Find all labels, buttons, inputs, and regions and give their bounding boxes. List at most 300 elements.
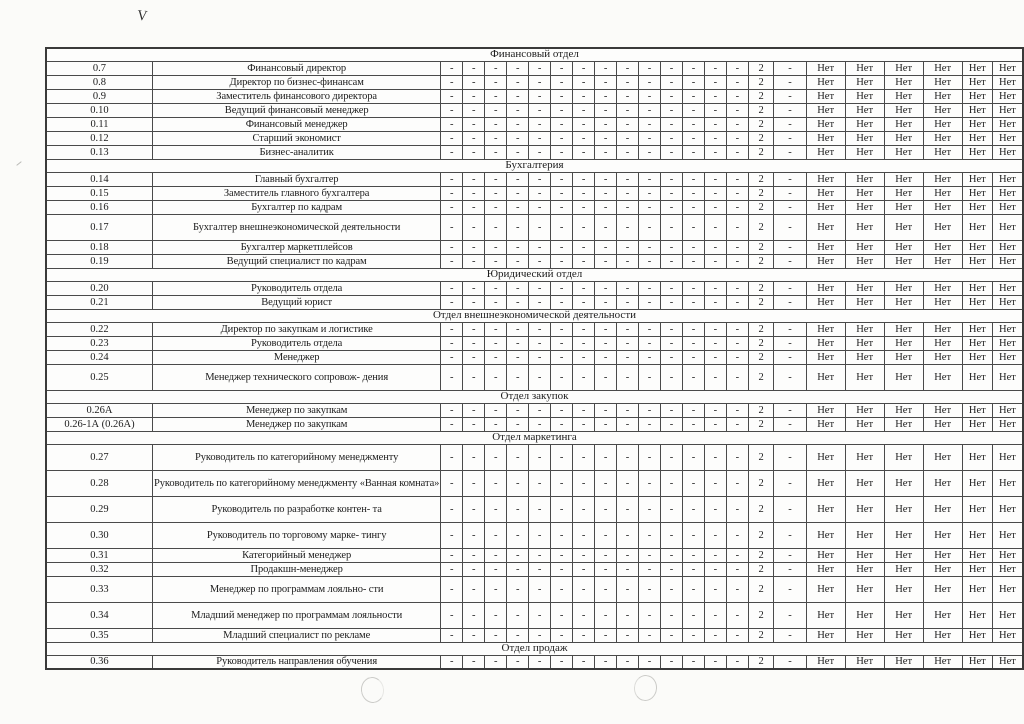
value-cell: - xyxy=(507,322,529,336)
value-cell: - xyxy=(704,131,726,145)
value-cell: Нет xyxy=(845,602,884,628)
value-cell: - xyxy=(774,496,806,522)
value-cell: - xyxy=(639,117,661,131)
value-cell: Нет xyxy=(884,103,923,117)
value-cell: - xyxy=(573,444,595,470)
value-cell: - xyxy=(774,214,806,240)
value-cell: Нет xyxy=(962,522,992,548)
value-cell: Нет xyxy=(806,295,845,309)
value-cell: Нет xyxy=(884,522,923,548)
value-cell: Нет xyxy=(845,576,884,602)
value-cell: - xyxy=(441,322,463,336)
value-cell: - xyxy=(726,117,748,131)
value-cell: - xyxy=(463,364,485,390)
value-cell: - xyxy=(774,200,806,214)
value-cell: Нет xyxy=(962,295,992,309)
section-title: Отдел маркетинга xyxy=(46,431,1023,444)
position-code-cell: 0.26А xyxy=(46,403,152,417)
value-cell: Нет xyxy=(992,117,1023,131)
value-cell: - xyxy=(551,89,573,103)
value-cell: - xyxy=(573,548,595,562)
value-cell: - xyxy=(573,417,595,431)
value-cell: - xyxy=(485,117,507,131)
value-cell: - xyxy=(682,117,704,131)
value-cell: - xyxy=(573,295,595,309)
value-cell: - xyxy=(682,470,704,496)
value-cell: - xyxy=(595,628,617,642)
scan-artifact-circle xyxy=(633,674,659,702)
value-cell: - xyxy=(573,364,595,390)
value-cell: Нет xyxy=(806,403,845,417)
value-cell: Нет xyxy=(962,444,992,470)
position-title-cell: Категорийный менеджер xyxy=(152,548,440,562)
value-cell: - xyxy=(704,655,726,669)
value-cell: Нет xyxy=(806,172,845,186)
value-cell: - xyxy=(463,496,485,522)
value-cell: - xyxy=(682,103,704,117)
value-cell: Нет xyxy=(845,240,884,254)
value-cell: - xyxy=(485,602,507,628)
value-cell: - xyxy=(704,444,726,470)
position-code-cell: 0.8 xyxy=(46,75,152,89)
value-cell: Нет xyxy=(884,254,923,268)
value-cell: - xyxy=(573,75,595,89)
value-cell: - xyxy=(507,89,529,103)
value-cell: - xyxy=(660,254,682,268)
value-cell: - xyxy=(660,145,682,159)
value-cell: - xyxy=(529,548,551,562)
value-cell: - xyxy=(774,322,806,336)
value-cell: - xyxy=(463,89,485,103)
value-cell: - xyxy=(726,240,748,254)
value-cell: - xyxy=(463,295,485,309)
value-cell: - xyxy=(774,444,806,470)
value-cell: - xyxy=(529,628,551,642)
value-cell: Нет xyxy=(884,214,923,240)
value-cell: Нет xyxy=(962,89,992,103)
value-cell: 2 xyxy=(748,61,774,75)
position-code-cell: 0.13 xyxy=(46,145,152,159)
value-cell: - xyxy=(485,444,507,470)
value-cell: Нет xyxy=(992,172,1023,186)
value-cell: - xyxy=(595,562,617,576)
value-cell: Нет xyxy=(884,562,923,576)
table-row xyxy=(46,172,1023,186)
value-cell: - xyxy=(704,295,726,309)
value-cell: - xyxy=(485,655,507,669)
value-cell: - xyxy=(617,295,639,309)
value-cell: - xyxy=(682,364,704,390)
value-cell: Нет xyxy=(992,522,1023,548)
value-cell: - xyxy=(617,145,639,159)
value-cell: - xyxy=(704,117,726,131)
value-cell: 2 xyxy=(748,103,774,117)
value-cell: - xyxy=(463,576,485,602)
value-cell: Нет xyxy=(992,186,1023,200)
value-cell: - xyxy=(463,655,485,669)
value-cell: 2 xyxy=(748,240,774,254)
table-row xyxy=(46,200,1023,214)
value-cell: Нет xyxy=(845,496,884,522)
section-header-row xyxy=(46,431,1023,444)
value-cell: - xyxy=(704,254,726,268)
value-cell: 2 xyxy=(748,496,774,522)
value-cell: - xyxy=(463,172,485,186)
value-cell: - xyxy=(573,655,595,669)
value-cell: - xyxy=(682,322,704,336)
value-cell: Нет xyxy=(992,61,1023,75)
value-cell: - xyxy=(639,562,661,576)
value-cell: Нет xyxy=(962,496,992,522)
value-cell: - xyxy=(682,75,704,89)
value-cell: - xyxy=(595,281,617,295)
position-title-cell: Менеджер по закупкам xyxy=(152,403,440,417)
value-cell: Нет xyxy=(884,602,923,628)
value-cell: Нет xyxy=(962,200,992,214)
value-cell: - xyxy=(551,240,573,254)
value-cell: - xyxy=(529,470,551,496)
value-cell: - xyxy=(573,89,595,103)
value-cell: - xyxy=(639,89,661,103)
value-cell: - xyxy=(485,548,507,562)
value-cell: 2 xyxy=(748,200,774,214)
value-cell: - xyxy=(573,522,595,548)
value-cell: Нет xyxy=(884,403,923,417)
value-cell: - xyxy=(774,172,806,186)
value-cell: - xyxy=(660,295,682,309)
value-cell: Нет xyxy=(806,628,845,642)
value-cell: Нет xyxy=(884,61,923,75)
value-cell: Нет xyxy=(806,281,845,295)
value-cell: - xyxy=(573,602,595,628)
value-cell: - xyxy=(551,295,573,309)
value-cell: - xyxy=(704,417,726,431)
position-code-cell: 0.17 xyxy=(46,214,152,240)
value-cell: Нет xyxy=(806,576,845,602)
value-cell: 2 xyxy=(748,403,774,417)
value-cell: Нет xyxy=(806,117,845,131)
value-cell: - xyxy=(660,470,682,496)
value-cell: - xyxy=(682,89,704,103)
value-cell: - xyxy=(704,186,726,200)
value-cell: - xyxy=(639,417,661,431)
value-cell: - xyxy=(639,295,661,309)
value-cell: - xyxy=(639,336,661,350)
value-cell: Нет xyxy=(884,548,923,562)
value-cell: - xyxy=(726,576,748,602)
position-title-cell: Менеджер по закупкам xyxy=(152,417,440,431)
value-cell: - xyxy=(551,281,573,295)
value-cell: Нет xyxy=(962,254,992,268)
value-cell: - xyxy=(660,350,682,364)
value-cell: - xyxy=(639,496,661,522)
value-cell: Нет xyxy=(923,145,962,159)
value-cell: - xyxy=(463,350,485,364)
value-cell: - xyxy=(529,336,551,350)
value-cell: Нет xyxy=(992,628,1023,642)
value-cell: - xyxy=(617,89,639,103)
value-cell: - xyxy=(617,131,639,145)
value-cell: - xyxy=(551,214,573,240)
value-cell: - xyxy=(682,602,704,628)
value-cell: Нет xyxy=(806,254,845,268)
value-cell: - xyxy=(660,364,682,390)
value-cell: Нет xyxy=(962,322,992,336)
value-cell: - xyxy=(660,214,682,240)
value-cell: - xyxy=(617,417,639,431)
value-cell: - xyxy=(485,145,507,159)
value-cell: - xyxy=(639,602,661,628)
value-cell: - xyxy=(595,103,617,117)
value-cell: - xyxy=(595,496,617,522)
value-cell: - xyxy=(573,350,595,364)
value-cell: 2 xyxy=(748,89,774,103)
value-cell: - xyxy=(639,172,661,186)
value-cell: - xyxy=(485,172,507,186)
value-cell: - xyxy=(573,61,595,75)
value-cell: - xyxy=(682,172,704,186)
value-cell: - xyxy=(617,628,639,642)
value-cell: Нет xyxy=(884,655,923,669)
value-cell: Нет xyxy=(884,628,923,642)
value-cell: Нет xyxy=(806,214,845,240)
value-cell: Нет xyxy=(806,602,845,628)
value-cell: - xyxy=(463,240,485,254)
value-cell: - xyxy=(595,350,617,364)
value-cell: - xyxy=(682,336,704,350)
value-cell: - xyxy=(595,470,617,496)
value-cell: - xyxy=(595,295,617,309)
value-cell: Нет xyxy=(806,75,845,89)
value-cell: - xyxy=(441,562,463,576)
value-cell: Нет xyxy=(992,562,1023,576)
value-cell: - xyxy=(441,172,463,186)
value-cell: 2 xyxy=(748,75,774,89)
value-cell: Нет xyxy=(806,186,845,200)
value-cell: - xyxy=(485,61,507,75)
value-cell: - xyxy=(573,496,595,522)
position-title-cell: Руководитель отдела xyxy=(152,281,440,295)
value-cell: - xyxy=(682,522,704,548)
value-cell: - xyxy=(726,444,748,470)
value-cell: - xyxy=(551,496,573,522)
value-cell: - xyxy=(682,254,704,268)
value-cell: Нет xyxy=(923,61,962,75)
value-cell: - xyxy=(595,214,617,240)
value-cell: 2 xyxy=(748,214,774,240)
value-cell: 2 xyxy=(748,548,774,562)
value-cell: - xyxy=(463,145,485,159)
value-cell: - xyxy=(441,628,463,642)
value-cell: Нет xyxy=(923,254,962,268)
value-cell: - xyxy=(682,200,704,214)
value-cell: - xyxy=(726,655,748,669)
table-row xyxy=(46,295,1023,309)
value-cell: - xyxy=(774,186,806,200)
value-cell: - xyxy=(551,444,573,470)
value-cell: Нет xyxy=(884,496,923,522)
value-cell: - xyxy=(441,336,463,350)
value-cell: - xyxy=(485,522,507,548)
value-cell: Нет xyxy=(962,336,992,350)
value-cell: - xyxy=(573,200,595,214)
value-cell: - xyxy=(617,103,639,117)
value-cell: - xyxy=(639,444,661,470)
value-cell: - xyxy=(441,61,463,75)
value-cell: Нет xyxy=(923,172,962,186)
value-cell: - xyxy=(660,322,682,336)
position-code-cell: 0.15 xyxy=(46,186,152,200)
value-cell: Нет xyxy=(923,655,962,669)
value-cell: Нет xyxy=(845,655,884,669)
value-cell: - xyxy=(639,186,661,200)
value-cell: Нет xyxy=(992,145,1023,159)
position-code-cell: 0.20 xyxy=(46,281,152,295)
value-cell: - xyxy=(704,576,726,602)
value-cell: Нет xyxy=(923,444,962,470)
value-cell: Нет xyxy=(806,655,845,669)
value-cell: - xyxy=(507,103,529,117)
value-cell: Нет xyxy=(923,576,962,602)
value-cell: Нет xyxy=(845,254,884,268)
value-cell: - xyxy=(441,240,463,254)
section-title: Юридический отдел xyxy=(46,268,1023,281)
value-cell: - xyxy=(551,576,573,602)
value-cell: - xyxy=(507,200,529,214)
value-cell: - xyxy=(704,281,726,295)
value-cell: Нет xyxy=(992,602,1023,628)
position-code-cell: 0.26-1А (0.26А) xyxy=(46,417,152,431)
value-cell: - xyxy=(507,403,529,417)
value-cell: - xyxy=(551,470,573,496)
section-title: Бухгалтерия xyxy=(46,159,1023,172)
value-cell: - xyxy=(704,496,726,522)
table-row xyxy=(46,186,1023,200)
value-cell: - xyxy=(704,336,726,350)
value-cell: Нет xyxy=(923,131,962,145)
position-title-cell: Младший менеджер по программам лояльности xyxy=(152,602,440,628)
position-code-cell: 0.11 xyxy=(46,117,152,131)
value-cell: - xyxy=(529,295,551,309)
position-code-cell: 0.18 xyxy=(46,240,152,254)
value-cell: Нет xyxy=(923,403,962,417)
value-cell: - xyxy=(617,117,639,131)
value-cell: - xyxy=(507,281,529,295)
table-row xyxy=(46,145,1023,159)
value-cell: Нет xyxy=(806,417,845,431)
value-cell: - xyxy=(463,522,485,548)
value-cell: - xyxy=(507,576,529,602)
value-cell: - xyxy=(507,470,529,496)
position-title-cell: Младший специалист по рекламе xyxy=(152,628,440,642)
table-row xyxy=(46,628,1023,642)
value-cell: Нет xyxy=(992,403,1023,417)
value-cell: - xyxy=(463,214,485,240)
value-cell: - xyxy=(595,417,617,431)
value-cell: - xyxy=(726,186,748,200)
value-cell: - xyxy=(507,417,529,431)
table-row xyxy=(46,350,1023,364)
value-cell: Нет xyxy=(962,281,992,295)
value-cell: Нет xyxy=(845,117,884,131)
value-cell: - xyxy=(529,602,551,628)
staffing-table xyxy=(45,47,1024,670)
value-cell: - xyxy=(639,350,661,364)
value-cell: - xyxy=(485,562,507,576)
value-cell: Нет xyxy=(962,548,992,562)
table-row xyxy=(46,562,1023,576)
position-title-cell: Ведущий специалист по кадрам xyxy=(152,254,440,268)
value-cell: - xyxy=(639,103,661,117)
value-cell: - xyxy=(551,172,573,186)
value-cell: Нет xyxy=(884,322,923,336)
value-cell: - xyxy=(726,496,748,522)
value-cell: - xyxy=(551,200,573,214)
table-row xyxy=(46,336,1023,350)
value-cell: - xyxy=(660,417,682,431)
value-cell: - xyxy=(617,444,639,470)
table-row xyxy=(46,655,1023,669)
value-cell: Нет xyxy=(992,548,1023,562)
scan-artifact-speck xyxy=(16,161,21,165)
value-cell: - xyxy=(660,548,682,562)
value-cell: Нет xyxy=(806,61,845,75)
value-cell: - xyxy=(617,214,639,240)
position-title-cell: Старший экономист xyxy=(152,131,440,145)
value-cell: - xyxy=(441,350,463,364)
value-cell: - xyxy=(551,131,573,145)
value-cell: - xyxy=(529,364,551,390)
value-cell: - xyxy=(529,117,551,131)
value-cell: - xyxy=(529,403,551,417)
value-cell: - xyxy=(639,254,661,268)
value-cell: - xyxy=(774,61,806,75)
value-cell: - xyxy=(774,240,806,254)
position-title-cell: Заместитель главного бухгалтера xyxy=(152,186,440,200)
value-cell: Нет xyxy=(884,131,923,145)
value-cell: - xyxy=(441,403,463,417)
value-cell: - xyxy=(774,576,806,602)
value-cell: - xyxy=(660,336,682,350)
value-cell: - xyxy=(485,364,507,390)
value-cell: - xyxy=(639,200,661,214)
position-title-cell: Финансовый менеджер xyxy=(152,117,440,131)
value-cell: - xyxy=(660,281,682,295)
position-title-cell: Руководитель по категорийному менеджменту «Ванная комната» xyxy=(152,470,440,496)
value-cell: - xyxy=(704,172,726,186)
value-cell: - xyxy=(726,417,748,431)
value-cell: - xyxy=(639,655,661,669)
value-cell: 2 xyxy=(748,131,774,145)
value-cell: Нет xyxy=(923,628,962,642)
position-title-cell: Менеджер по программам лояльно- сти xyxy=(152,576,440,602)
value-cell: Нет xyxy=(962,172,992,186)
value-cell: - xyxy=(660,628,682,642)
value-cell: - xyxy=(507,628,529,642)
value-cell: - xyxy=(551,103,573,117)
value-cell: Нет xyxy=(962,61,992,75)
value-cell: - xyxy=(774,628,806,642)
value-cell: - xyxy=(441,364,463,390)
value-cell: - xyxy=(485,214,507,240)
value-cell: - xyxy=(704,240,726,254)
value-cell: Нет xyxy=(884,186,923,200)
value-cell: - xyxy=(726,522,748,548)
value-cell: - xyxy=(726,254,748,268)
value-cell: - xyxy=(774,89,806,103)
value-cell: - xyxy=(660,562,682,576)
value-cell: - xyxy=(485,322,507,336)
